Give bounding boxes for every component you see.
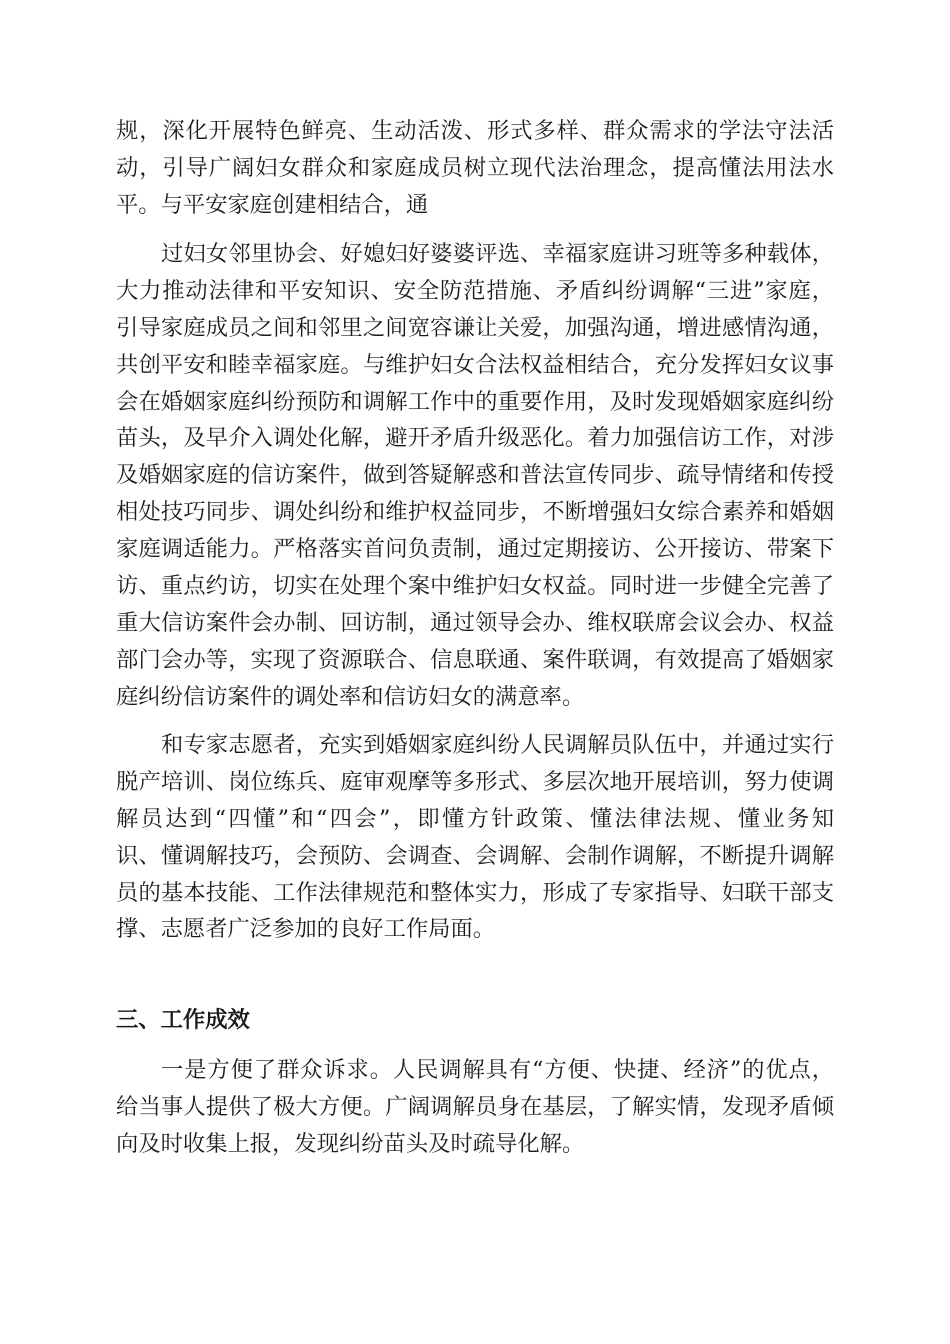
paragraph-line: 识、懂调解技巧，会预防、会调查、会调解、会制作调解，不断提升调解 (116, 842, 834, 869)
paragraph-line: 访、重点约访，切实在处理个案中维护妇女权益。同时进一步健全完善了 (116, 573, 834, 600)
paragraph-2 (116, 236, 834, 716)
paragraph-line: 相处技巧同步、调处纠纷和维护权益同步，不断增强妇女综合素养和婚姻 (116, 499, 834, 526)
paragraph-line: 重大信访案件会办制、回访制，通过领导会办、维权联席会议会办、权益 (116, 609, 834, 636)
paragraph-line: 动，引导广阔妇女群众和家庭成员树立现代法治理念，提高懂法用法水 (116, 154, 834, 181)
paragraph-line: 家庭调适能力。严格落实首问负责制，通过定期接访、公开接访、带案下 (116, 536, 834, 563)
paragraph-line: 规，深化开展特色鲜亮、生动活泼、形式多样、群众需求的学法守法活 (116, 118, 834, 144)
paragraph-line: 向及时收集上报，发现纠纷苗头及时疏导化解。 (116, 1130, 585, 1157)
paragraph-line: 会在婚姻家庭纠纷预防和调解工作中的重要作用，及时发现婚姻家庭纠纷 (116, 388, 834, 415)
paragraph-line: 庭纠纷信访案件的调处率和信访妇女的满意率。 (116, 683, 585, 710)
section-heading (116, 1002, 834, 1039)
paragraph-line: 脱产培训、岗位练兵、庭审观摩等多形式、多层次地开展培训，努力使调 (116, 768, 834, 795)
paragraph-line: 部门会办等，实现了资源联合、信息联通、案件联调，有效提高了婚姻家 (116, 646, 834, 673)
paragraph-line: 和专家志愿者，充实到婚姻家庭纠纷人民调解员队伍中，并通过实行 (161, 732, 834, 758)
paragraph-line: 过妇女邻里协会、好媳妇好婆婆评选、幸福家庭讲习班等多种载体， (161, 241, 834, 267)
paragraph-line: 给当事人提供了极大方便。广阔调解员身在基层，了解实情，发现矛盾倾 (116, 1093, 834, 1120)
paragraph-line: 苗头，及早介入调处化解，避开矛盾升级恶化。着力加强信访工作，对涉 (116, 425, 834, 452)
paragraph-line: 共创平安和睦幸福家庭。与维护妇女合法权益相结合，充分发挥妇女议事 (116, 351, 834, 378)
paragraph-1 (116, 113, 834, 224)
paragraph-line: 引导家庭成员之间和邻里之间宽容谦让关爱，加强沟通，增进感情沟通， (116, 314, 834, 341)
paragraph-line: 及婚姻家庭的信访案件，做到答疑解惑和普法宣传同步、疏导情绪和传授 (116, 462, 834, 489)
paragraph-line: 解员达到“四懂”和“四会”，即懂方针政策、懂法律法规、懂业务知 (116, 805, 834, 832)
paragraph-4 (116, 1052, 834, 1163)
section-heading-text: 三、工作成效 (116, 1007, 250, 1033)
paragraph-line: 平。与平安家庭创建相结合，通 (116, 191, 429, 218)
paragraph-line: 撑、志愿者广泛参加的良好工作局面。 (116, 916, 496, 943)
paragraph-line: 大力推动法律和平安知识、安全防范措施、矛盾纠纷调解“三进”家庭， (116, 277, 834, 304)
paragraph-line: 一是方便了群众诉求。人民调解具有“方便、快捷、经济”的优点， (161, 1057, 834, 1083)
paragraph-line: 员的基本技能、工作法律规范和整体实力，形成了专家指导、妇联干部支 (116, 879, 834, 906)
paragraph-3 (116, 727, 834, 948)
